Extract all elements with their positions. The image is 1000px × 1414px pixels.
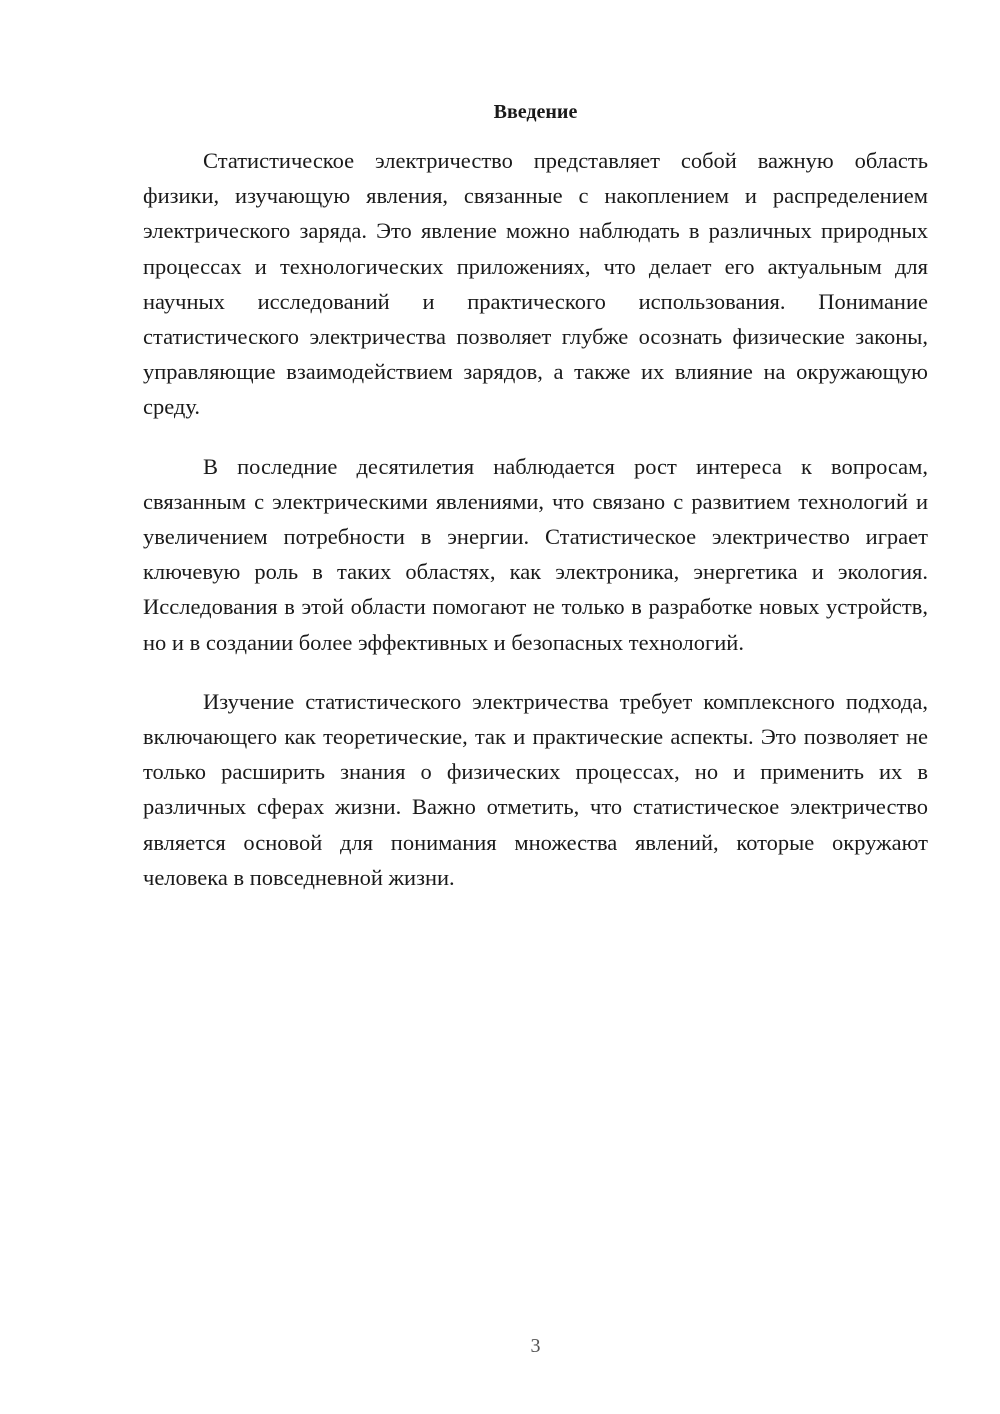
page-number: 3 bbox=[530, 1335, 541, 1357]
paragraph: Изучение статистического электричества требует комплексного подхода, включающего как теоретические, так и практические аспекты. Это позволяет не только расширить знания о физических процессах, но и применить их в различных сферах жизни. Важно отметить, что статистическое электричество является основой для понимания множества явлений, которые окружают человека в повседневной жизни. bbox=[143, 688, 928, 890]
paragraph: В последние десятилетия наблюдается рост интереса к вопросам, связанным с электрическими явлениями, что связано с развитием технологий и увеличением потребности в энергии. Статистическое электричество играет ключевую роль в таких областях, как электроника, энергетика и экология. Исследования в этой области помогают не только в разработке новых устройств, но и в создании более эффективных и безопасных технологий. bbox=[143, 453, 928, 655]
body-text bbox=[143, 143, 928, 919]
paragraph: Статистическое электричество представляет собой важную область физики, изучающую явления, связанные с накоплением и распределением электрического заряда. Это явление можно наблюдать в различных природных процессах и технологических приложениях, что делает его актуальным для научных исследований и практического использования. Понимание статистического электричества позволяет глубже осознать физические законы, управляющие взаимодействием зарядов, а также их влияние на окружающую среду. bbox=[143, 148, 928, 420]
section-heading: Введение bbox=[493, 101, 578, 123]
